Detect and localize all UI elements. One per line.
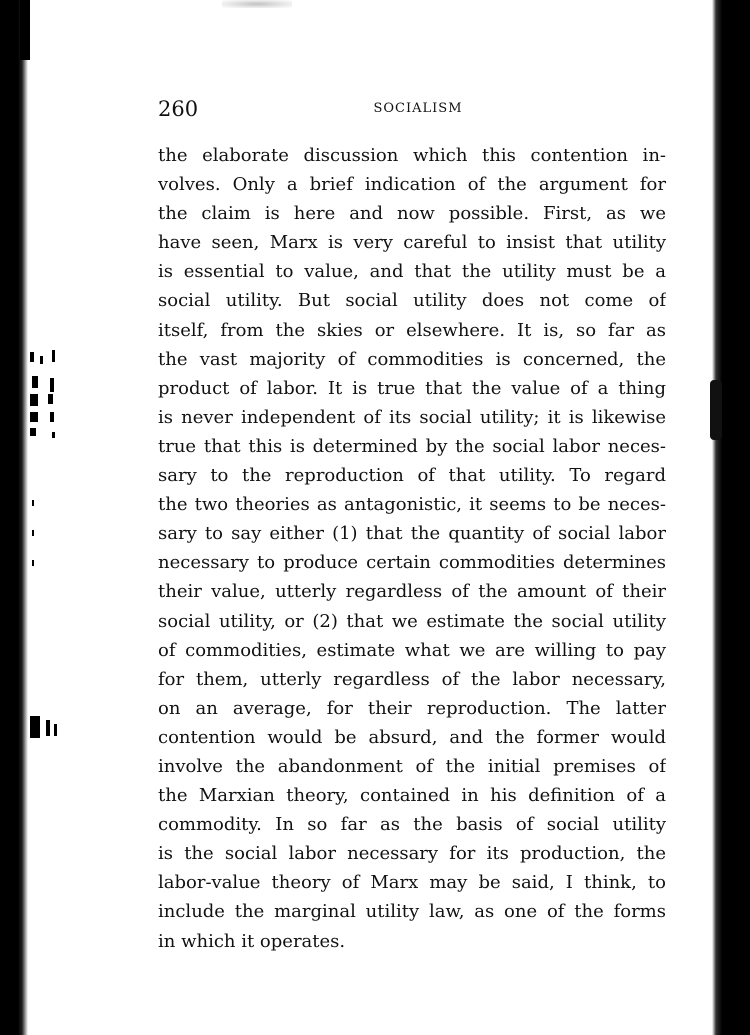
bleed-through-mark xyxy=(30,394,38,406)
body-paragraph xyxy=(158,141,666,956)
text-line: on an average, for their reproduction. The latter xyxy=(158,697,666,719)
text-line: social utility, or (2) that we estimate the social utility xyxy=(158,610,666,632)
bleed-through-mark xyxy=(52,350,55,362)
text-line: involve the abandonment of the initial premises of xyxy=(158,755,666,777)
page-header xyxy=(158,94,666,124)
text-line: is essential to value, and that the utility must be a xyxy=(158,261,666,283)
bleed-through-mark xyxy=(30,716,40,738)
bleed-through-mark xyxy=(30,412,38,422)
text-line: product of labor. It is true that the value of a thing xyxy=(158,377,666,399)
scan-border-left-notch xyxy=(20,0,30,60)
text-line: the elaborate discussion which this contention in- xyxy=(158,145,666,166)
text-line: in which it operates. xyxy=(158,930,346,952)
bleed-through-mark xyxy=(32,560,34,566)
text-line: contention would be absurd, and the former would xyxy=(158,726,666,748)
bleed-through-mark xyxy=(30,428,36,436)
text-line: necessary to produce certain commodities determines xyxy=(158,552,666,574)
text-line: social utility. But social utility does not come of xyxy=(158,290,666,312)
bleed-through-mark xyxy=(54,724,57,736)
bleed-through-mark xyxy=(30,352,34,362)
text-line: sary to the reproduction of that utility. To regard xyxy=(158,465,666,487)
text-line: is the social labor necessary for its production, the xyxy=(158,843,666,865)
bleed-through-mark xyxy=(52,432,55,438)
text-line: include the marginal utility law, as one of the forms xyxy=(158,901,666,923)
bleed-through-mark xyxy=(48,394,53,404)
text-line: the two theories as antagonistic, it seems to be neces- xyxy=(158,494,666,516)
text-line: is never independent of its social utility; it is likewise xyxy=(158,406,666,428)
bleed-through-mark xyxy=(32,376,38,388)
bleed-through-mark xyxy=(40,356,43,364)
page-number: 260 xyxy=(158,97,199,121)
scan-border-left xyxy=(0,0,28,1035)
text-line: volves. Only a brief indication of the argument for xyxy=(158,174,666,196)
scan-border-right xyxy=(712,0,750,1035)
text-line: for them, utterly regardless of the labor necessary, xyxy=(158,668,666,690)
text-line: the Marxian theory, contained in his definition of a xyxy=(158,785,666,807)
text-line: their value, utterly regardless of the amount of their xyxy=(158,581,666,603)
text-line: the claim is here and now possible. First, as we xyxy=(158,203,666,225)
text-line: itself, from the skies or elsewhere. It is, so far as xyxy=(158,319,666,341)
bleed-through-mark xyxy=(50,412,54,422)
text-line: labor-value theory of Marx may be said, I think, to xyxy=(158,872,666,894)
bleed-through-mark xyxy=(46,720,50,736)
bleed-through-mark xyxy=(32,530,34,536)
running-title: SOCIALISM xyxy=(373,101,463,116)
text-line: the vast majority of commodities is concerned, the xyxy=(158,348,666,370)
scan-smudge xyxy=(222,0,292,8)
bleed-through-mark xyxy=(50,378,54,392)
text-line: of commodities, estimate what we are willing to pay xyxy=(158,639,666,661)
bleed-through-mark xyxy=(32,500,34,506)
text-line: commodity. In so far as the basis of social utility xyxy=(158,814,666,836)
text-line: sary to say either (1) that the quantity of social labor xyxy=(158,523,666,545)
text-line: have seen, Marx is very careful to insist that utility xyxy=(158,232,666,254)
text-line: true that this is determined by the social labor neces- xyxy=(158,435,666,457)
scan-border-right-bump xyxy=(710,380,722,440)
